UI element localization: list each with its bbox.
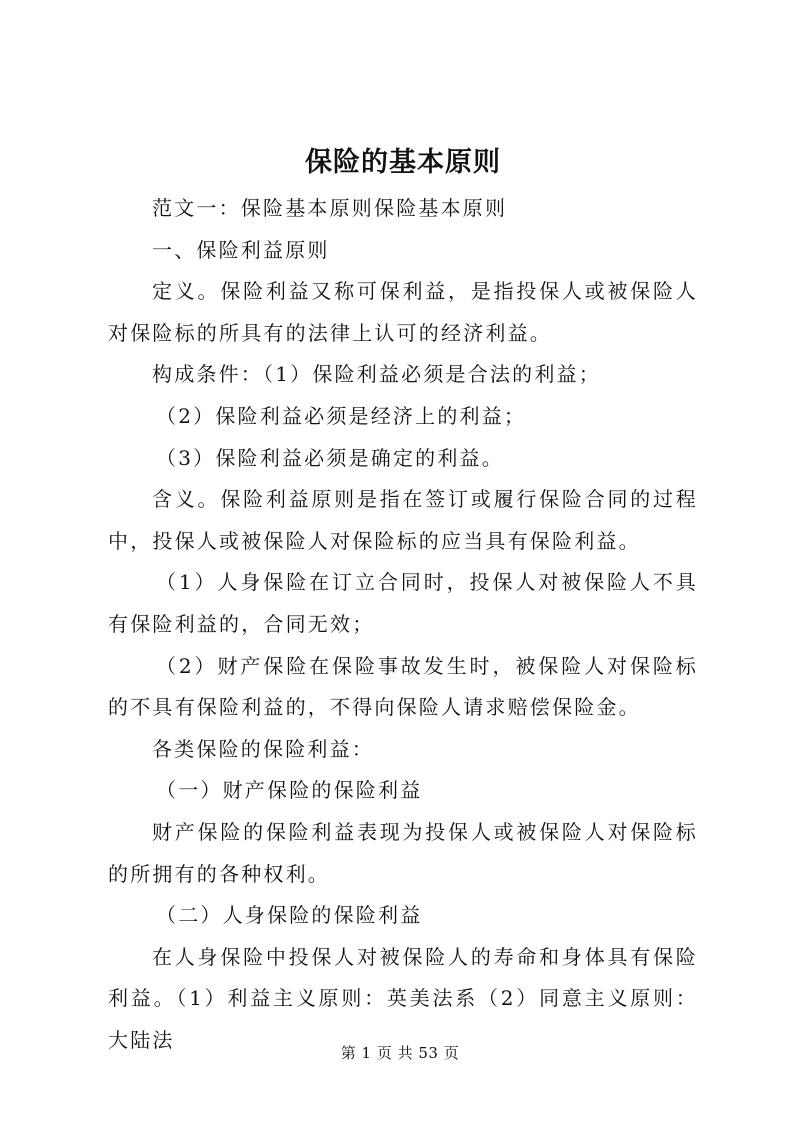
paragraph-property-interest: 财产保险的保险利益表现为投保人或被保险人对保险标的所拥有的各种权利。 [108, 819, 698, 886]
paragraph-categories: 各类保险的保险利益： [152, 736, 374, 761]
paragraph-meaning: 含义。保险利益原则是指在签订或履行保险合同的过程中，投保人或被保险人对保险标的应当具有保险利益。 [108, 487, 698, 553]
paragraph-subheading-property: （一）财产保险的保险利益 [156, 778, 423, 803]
paragraph-condition-3: （3）保险利益必须是确定的利益。 [156, 445, 504, 470]
paragraph-condition-2: （2）保险利益必须是经济上的利益； [156, 403, 527, 428]
page-footer: 第 1 页 共 53 页 [340, 1044, 460, 1062]
paragraph-conditions: 构成条件：（1）保险利益必须是合法的利益； [152, 362, 601, 387]
paragraph-property-insurance: （2）财产保险在保险事故发生时，被保险人对保险标的不具有保险利益的，不得向保险人请求赔偿保险金。 [108, 653, 698, 720]
paragraph-subheading-life: （二）人身保险的保险利益 [156, 903, 423, 928]
paragraph-life-interest: 在人身保险中投保人对被保险人的寿命和身体具有保险利益。（1）利益主义原则：英美法系（2）同意主义原则：大陆法 [108, 944, 698, 1052]
document-title: 保险的基本原则 [305, 147, 501, 178]
document-body [108, 188, 698, 1061]
paragraph-definition: 定义。保险利益又称可保利益，是指投保人或被保险人对保险标的所具有的法律上认可的经济利益。 [108, 279, 698, 345]
paragraph-section-heading: 一、保险利益原则 [152, 237, 330, 262]
paragraph-life-insurance: （1）人身保险在订立合同时，投保人对被保险人不具有保险利益的，合同无效； [108, 570, 698, 636]
paragraph-heading-sample: 范文一：保险基本原则保险基本原则 [152, 196, 508, 220]
